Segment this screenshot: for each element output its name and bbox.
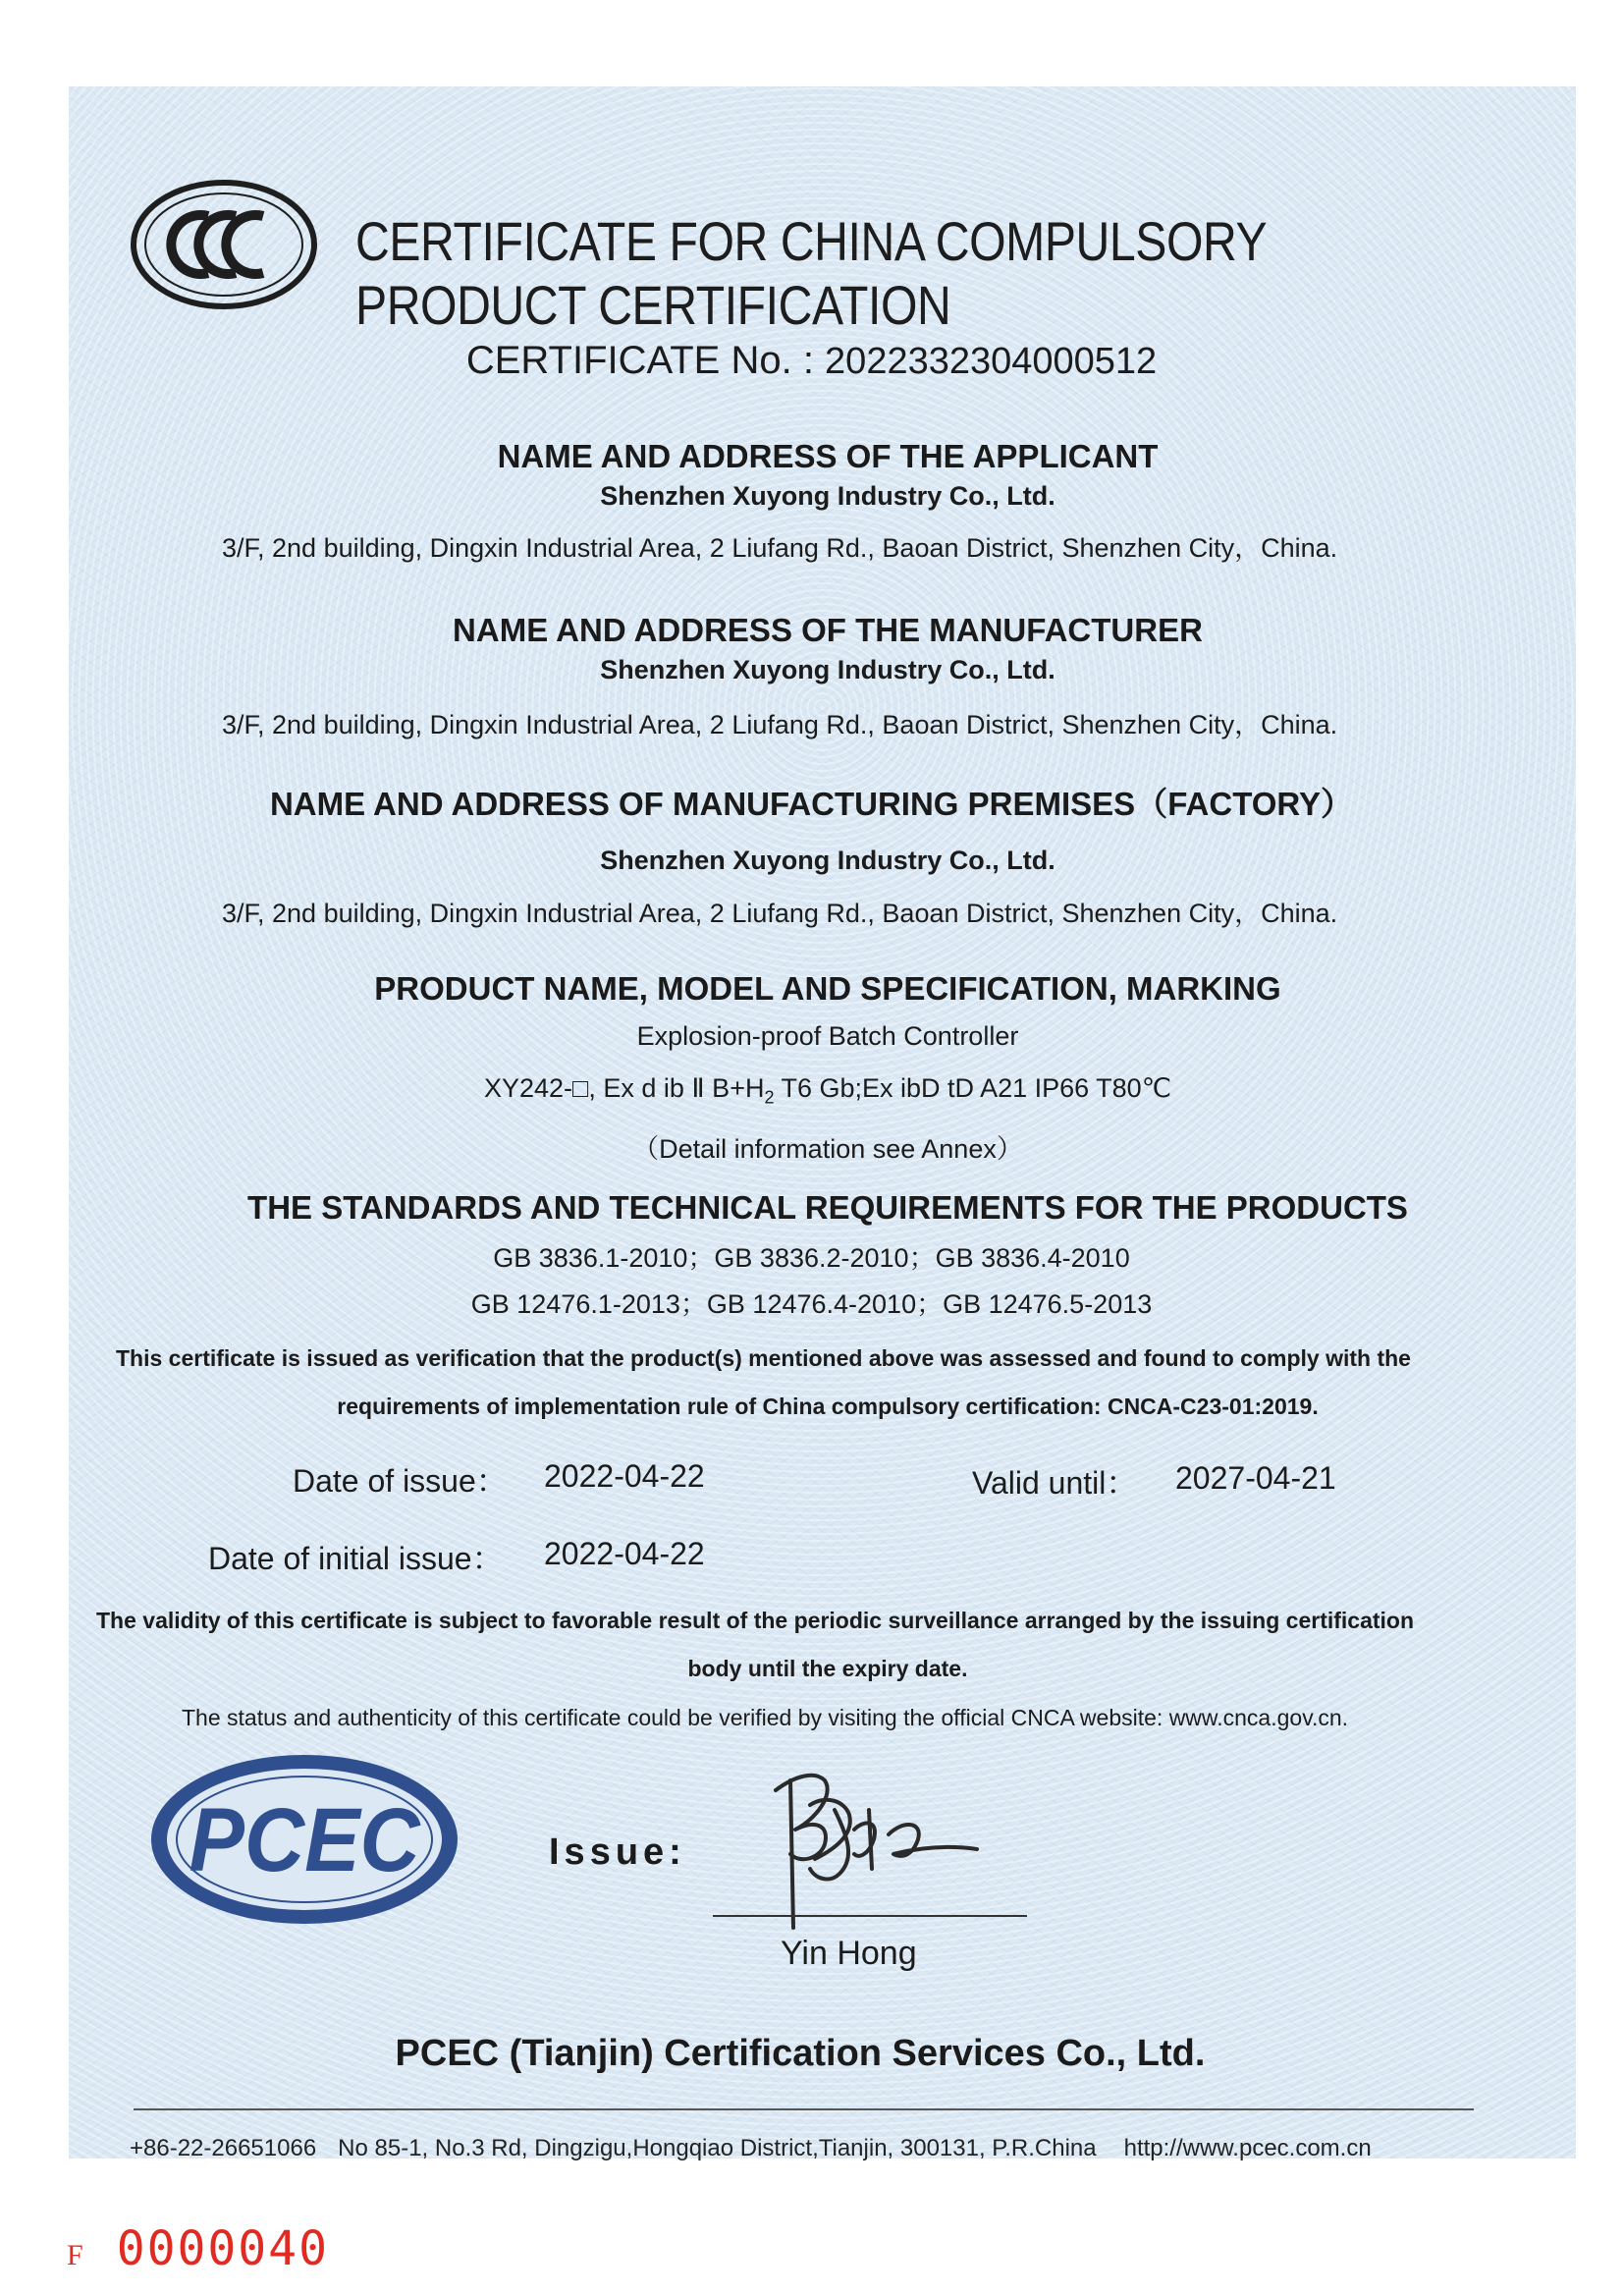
product-heading: PRODUCT NAME, MODEL AND SPECIFICATION, MARKING bbox=[374, 970, 1281, 1007]
compliance-statement-line-2: requirements of implementation rule of China compulsory certification: CNCA-C23-01:2019. bbox=[337, 1394, 1319, 1419]
date-of-issue-value: 2022-04-22 bbox=[544, 1458, 705, 1494]
footer-contact bbox=[130, 2135, 1372, 2162]
manufacturer-heading: NAME AND ADDRESS OF THE MANUFACTURER bbox=[453, 612, 1203, 648]
manufacturer-name: Shenzhen Xuyong Industry Co., Ltd. bbox=[600, 655, 1055, 684]
certificate-number bbox=[0, 339, 1623, 383]
footer-website[interactable]: http://www.pcec.com.cn bbox=[1123, 2135, 1372, 2161]
factory-name: Shenzhen Xuyong Industry Co., Ltd. bbox=[600, 846, 1055, 875]
model-prefix: XY242-□, Ex d ib Ⅱ B+H bbox=[483, 1073, 765, 1103]
product-note: （Detail information see Annex） bbox=[632, 1134, 1023, 1164]
serial-number bbox=[67, 2221, 329, 2276]
product-model-marking bbox=[0, 1073, 1623, 1108]
model-suffix: T6 Gb;Ex ibD tD A21 IP66 T80℃ bbox=[774, 1073, 1172, 1103]
applicant-heading: NAME AND ADDRESS OF THE APPLICANT bbox=[497, 438, 1159, 474]
model-subscript: 2 bbox=[764, 1087, 775, 1108]
footer-phone: +86-22-26651066 bbox=[130, 2135, 317, 2161]
validity-line-1: The validity of this certificate is subject to favorable result of the periodic surveillance arranged by the issuing certification bbox=[96, 1608, 1415, 1633]
compliance-statement-line-1: This certificate is issued as verification that the product(s) mentioned above was assessed and found to comply with the bbox=[116, 1345, 1411, 1371]
issuing-body: PCEC (Tianjin) Certification Services Co., Ltd. bbox=[395, 2033, 1206, 2074]
verification-note: The status and authenticity of this certificate could be verified by visiting the official CNCA website: www.cnca.gov.cn. bbox=[182, 1705, 1349, 1730]
handwritten-signature bbox=[756, 1751, 982, 1938]
certificate-number-value: 2022332304000512 bbox=[825, 341, 1158, 382]
footer-divider bbox=[134, 2108, 1474, 2110]
standards-heading: THE STANDARDS AND TECHNICAL REQUIREMENTS FOR THE PRODUCTS bbox=[247, 1189, 1408, 1226]
certificate-title: CERTIFICATE FOR CHINA COMPULSORY PRODUCT CERTIFICATION bbox=[355, 210, 1267, 336]
standards-line-1: GB 3836.1-2010；GB 3836.2-2010；GB 3836.4-2010 bbox=[493, 1243, 1130, 1273]
factory-heading: NAME AND ADDRESS OF MANUFACTURING PREMISES（FACTORY） bbox=[269, 786, 1354, 822]
valid-until-label: Valid until： bbox=[972, 1465, 1138, 1501]
serial-value: 0000040 bbox=[116, 2221, 329, 2276]
signature-line bbox=[713, 1915, 1027, 1917]
manufacturer-address: 3/F, 2nd building, Dingxin Industrial Area, 2 Liufang Rd., Baoan District, Shenzhen City，China. bbox=[222, 710, 1338, 739]
pcec-logo-text: PCEC bbox=[189, 1788, 420, 1890]
date-of-issue-label: Date of issue： bbox=[293, 1463, 508, 1499]
ccc-logo bbox=[128, 177, 320, 312]
date-of-initial-issue-label: Date of initial issue： bbox=[208, 1541, 504, 1576]
footer-address: No 85-1, No.3 Rd, Dingzigu,Hongqiao District,Tianjin, 300131, P.R.China bbox=[338, 2135, 1097, 2161]
certificate-number-label: CERTIFICATE No. : bbox=[465, 339, 826, 382]
standards-line-2: GB 12476.1-2013；GB 12476.4-2010；GB 12476.5-2013 bbox=[470, 1289, 1153, 1319]
signer-name: Yin Hong bbox=[781, 1935, 917, 1972]
serial-prefix: F bbox=[67, 2239, 83, 2271]
factory-address: 3/F, 2nd building, Dingxin Industrial Area, 2 Liufang Rd., Baoan District, Shenzhen City，China. bbox=[222, 899, 1338, 928]
validity-line-2: body until the expiry date. bbox=[687, 1656, 968, 1681]
issue-label: Issue: bbox=[549, 1831, 686, 1873]
date-of-initial-issue-value: 2022-04-22 bbox=[544, 1536, 705, 1571]
applicant-address: 3/F, 2nd building, Dingxin Industrial Area, 2 Liufang Rd., Baoan District, Shenzhen City，China. bbox=[222, 533, 1338, 563]
product-name: Explosion-proof Batch Controller bbox=[636, 1021, 1019, 1051]
pcec-logo bbox=[147, 1751, 461, 1928]
applicant-name: Shenzhen Xuyong Industry Co., Ltd. bbox=[600, 481, 1055, 511]
valid-until-value: 2027-04-21 bbox=[1175, 1460, 1336, 1496]
